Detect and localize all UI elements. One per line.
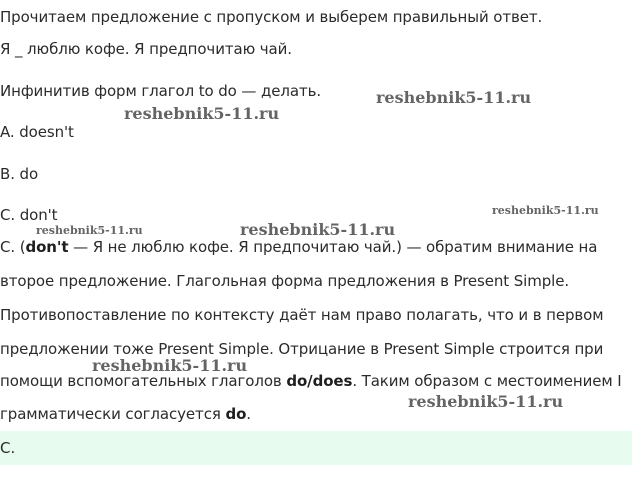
explanation-line-5: помощи вспомогательных глаголов do/does. Таким образом с местоимением I [0,372,622,390]
task-sentence: Я _ люблю кофе. Я предпочитаю чай. [0,40,292,58]
answer-box [0,431,632,465]
explanation-line-4: предложении тоже Present Simple. Отрицание в Present Simple строится при [0,340,604,358]
option-c: C. don't [0,206,58,224]
watermark: reshebnik5-11.ru [408,392,564,411]
explanation-line-2: второе предложение. Глагольная форма предложения в Present Simple. [0,272,570,290]
watermark: reshebnik5-11.ru [92,356,248,375]
watermark: reshebnik5-11.ru [376,88,532,107]
intro-text: Прочитаем предложение с пропуском и выберем правильный ответ. [0,8,543,26]
option-b: B. do [0,165,39,183]
answer-text: C. [0,439,16,457]
explanation-line-6: грамматически согласуется do. [0,405,251,423]
hint-text: Инфинитив форм глагол to do — делать. [0,82,322,100]
watermark: reshebnik5-11.ru [36,224,143,237]
explanation-line-1: C. (don't — Я не люблю кофе. Я предпочитаю чай.) — обратим внимание на [0,238,598,256]
explanation-line-3: Противопоставление по контексту даёт нам право полагать, что и в первом [0,306,604,324]
watermark: reshebnik5-11.ru [124,104,280,123]
watermark: reshebnik5-11.ru [492,204,599,217]
option-a: A. doesn't [0,123,74,141]
watermark: reshebnik5-11.ru [240,220,396,239]
